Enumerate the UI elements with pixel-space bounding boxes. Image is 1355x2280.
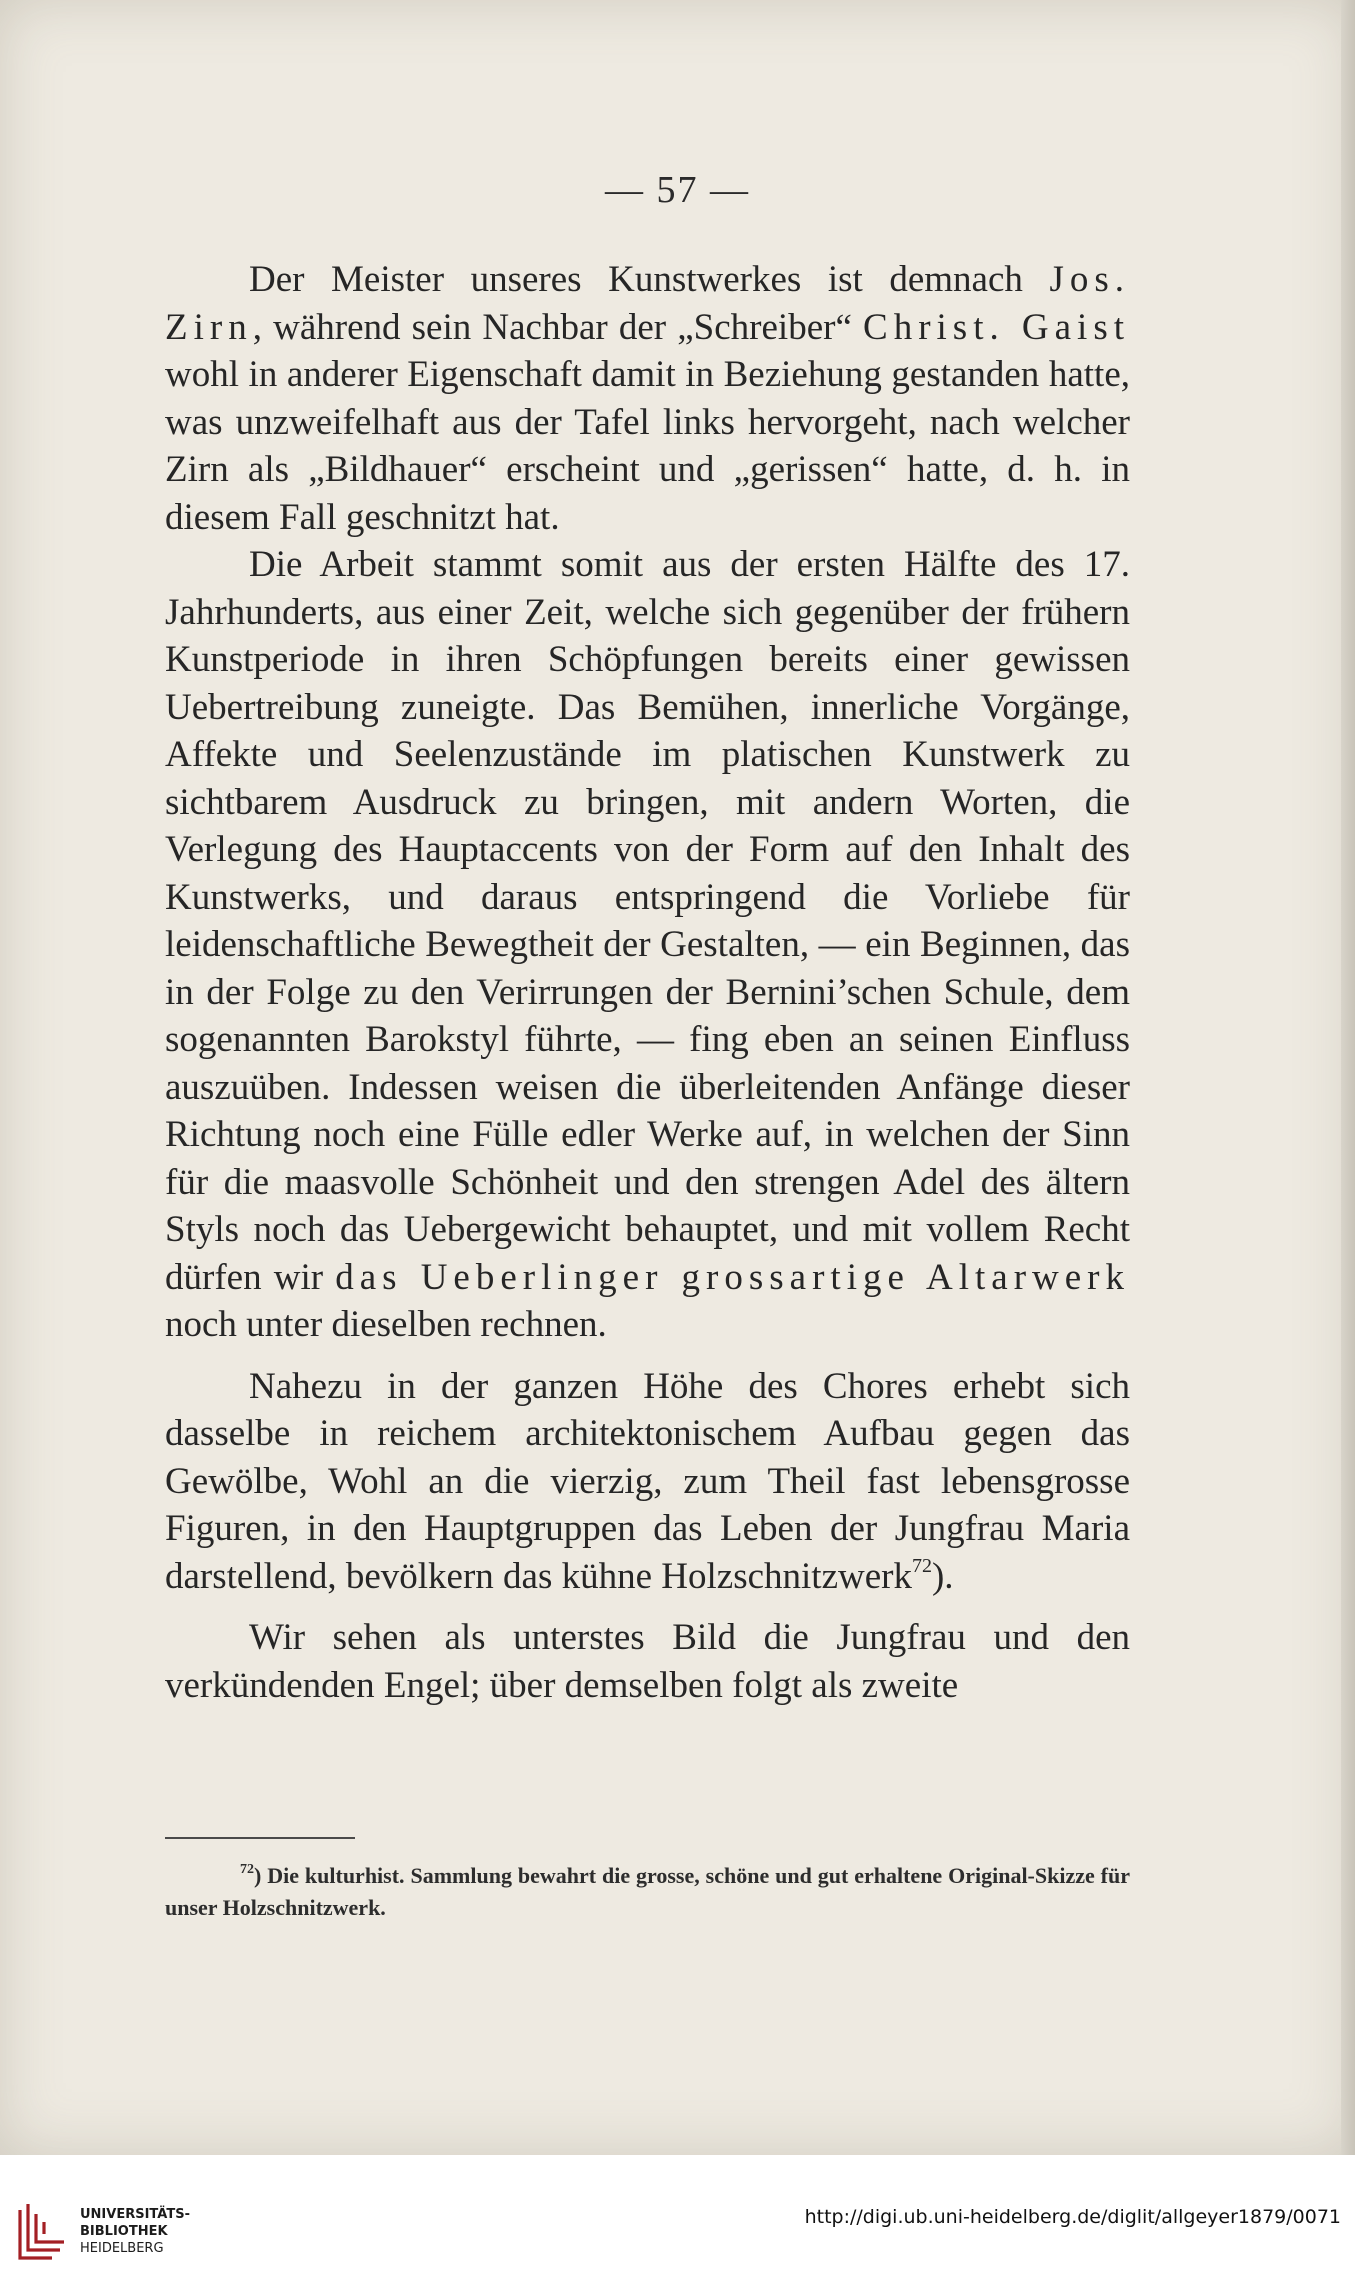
text-run: , während sein Nachbar der „Schreiber“ [252, 306, 864, 348]
text-run: noch unter dieselben rechnen. [165, 1304, 607, 1345]
footnote-marker: 72 [240, 1861, 254, 1877]
library-logo-icon [16, 2200, 68, 2262]
body-text [165, 256, 1130, 1709]
library-name-line-1: UNIVERSITÄTS- [80, 2207, 190, 2222]
page-edge-shadow [1341, 0, 1355, 2155]
paragraph [165, 541, 1130, 1349]
text-run: Der Meister unseres Kunstwerkes ist demnach [249, 259, 1050, 300]
page-number: — 57 — [605, 169, 750, 211]
text-run: Wir sehen als unterstes Bild die Jungfrau und den verkündenden Engel; über demselben folgt als zweite [165, 1617, 1130, 1706]
text-run: wohl in anderer Eigenschaft damit in Beziehung gestanden hatte, was unzweifelhaft aus der Tafel links hervorgeht, nach welcher Zirn als „Bildhauer“ erscheint und „gerissen“ hatte, d. h. in diesem Fall geschnitzt hat. [165, 354, 1130, 538]
text-run: Nahezu in der ganzen Höhe des Chores erhebt sich dasselbe in reichem architektonischem Aufbau gegen das Gewölbe, Wohl an die vierzig, zum Theil fast lebensgrosse Figuren, in den Hauptgruppen das Leben der Jungfrau Maria darstellend, bevölkern das kühne Holzschnitzwerk [165, 1365, 1130, 1597]
footnote [165, 1860, 1130, 1924]
source-url[interactable]: http://digi.ub.uni-heidelberg.de/diglit/allgeyer1879/0071 [804, 2206, 1341, 2228]
paragraph [165, 1363, 1130, 1601]
spaced-text: das Ueberlinger grossartige Altarwerk [335, 1256, 1130, 1298]
library-name-line-3: HEIDELBERG [80, 2241, 164, 2256]
text-run: ). [931, 1555, 954, 1597]
text-run: Die Arbeit stammt somit aus der ersten Hälfte des 17. Jahrhunderts, aus einer Zeit, welche sich gegenüber der frühern Kunstperiode in ihren Schöpfungen bereits einer gewissen Uebertreibung zuneigte. Das Bemühen, innerliche Vorgänge, Affekte und Seelenzustände im platischen Kunstwerk zu sichtbarem Ausdruck zu bringen, mit andern Worten, die Verlegung des Hauptaccents von der Form auf den Inhalt des Kunstwerks, und daraus entspringend die Vorliebe für leidenschaftliche Bewegtheit der Gestalten, — ein Beginnen, das in der Folge zu den Verirrungen der Bernini’schen Schule, dem sogenannten Barokstyl führte, — fing eben an seinen Einfluss auszuüben. Indessen weisen die überleitenden Anfänge dieser Richtung noch eine Fülle edler Werke auf, in welchen der Sinn für die maasvolle Schönheit und den strengen Adel des ältern Styls noch das Uebergewicht behauptet, und mit vollem Recht dürfen wir [165, 544, 1130, 1298]
spaced-text: Christ. Gaist [863, 306, 1130, 348]
paragraph [165, 256, 1130, 541]
library-name [80, 2206, 190, 2257]
library-name-line-2: BIBLIOTHEK [80, 2224, 168, 2239]
paragraph [165, 1614, 1130, 1709]
spaced-text: Jos. Zirn [165, 259, 1130, 348]
footnote-text: ) Die kulturhist. Sammlung bewahrt die grosse, schöne und gut erhaltene Original-Skizze für unser Holzschnitzwerk. [165, 1863, 1130, 1920]
footnote-reference: 72 [911, 1555, 932, 1578]
footnote-divider [165, 1837, 355, 1839]
